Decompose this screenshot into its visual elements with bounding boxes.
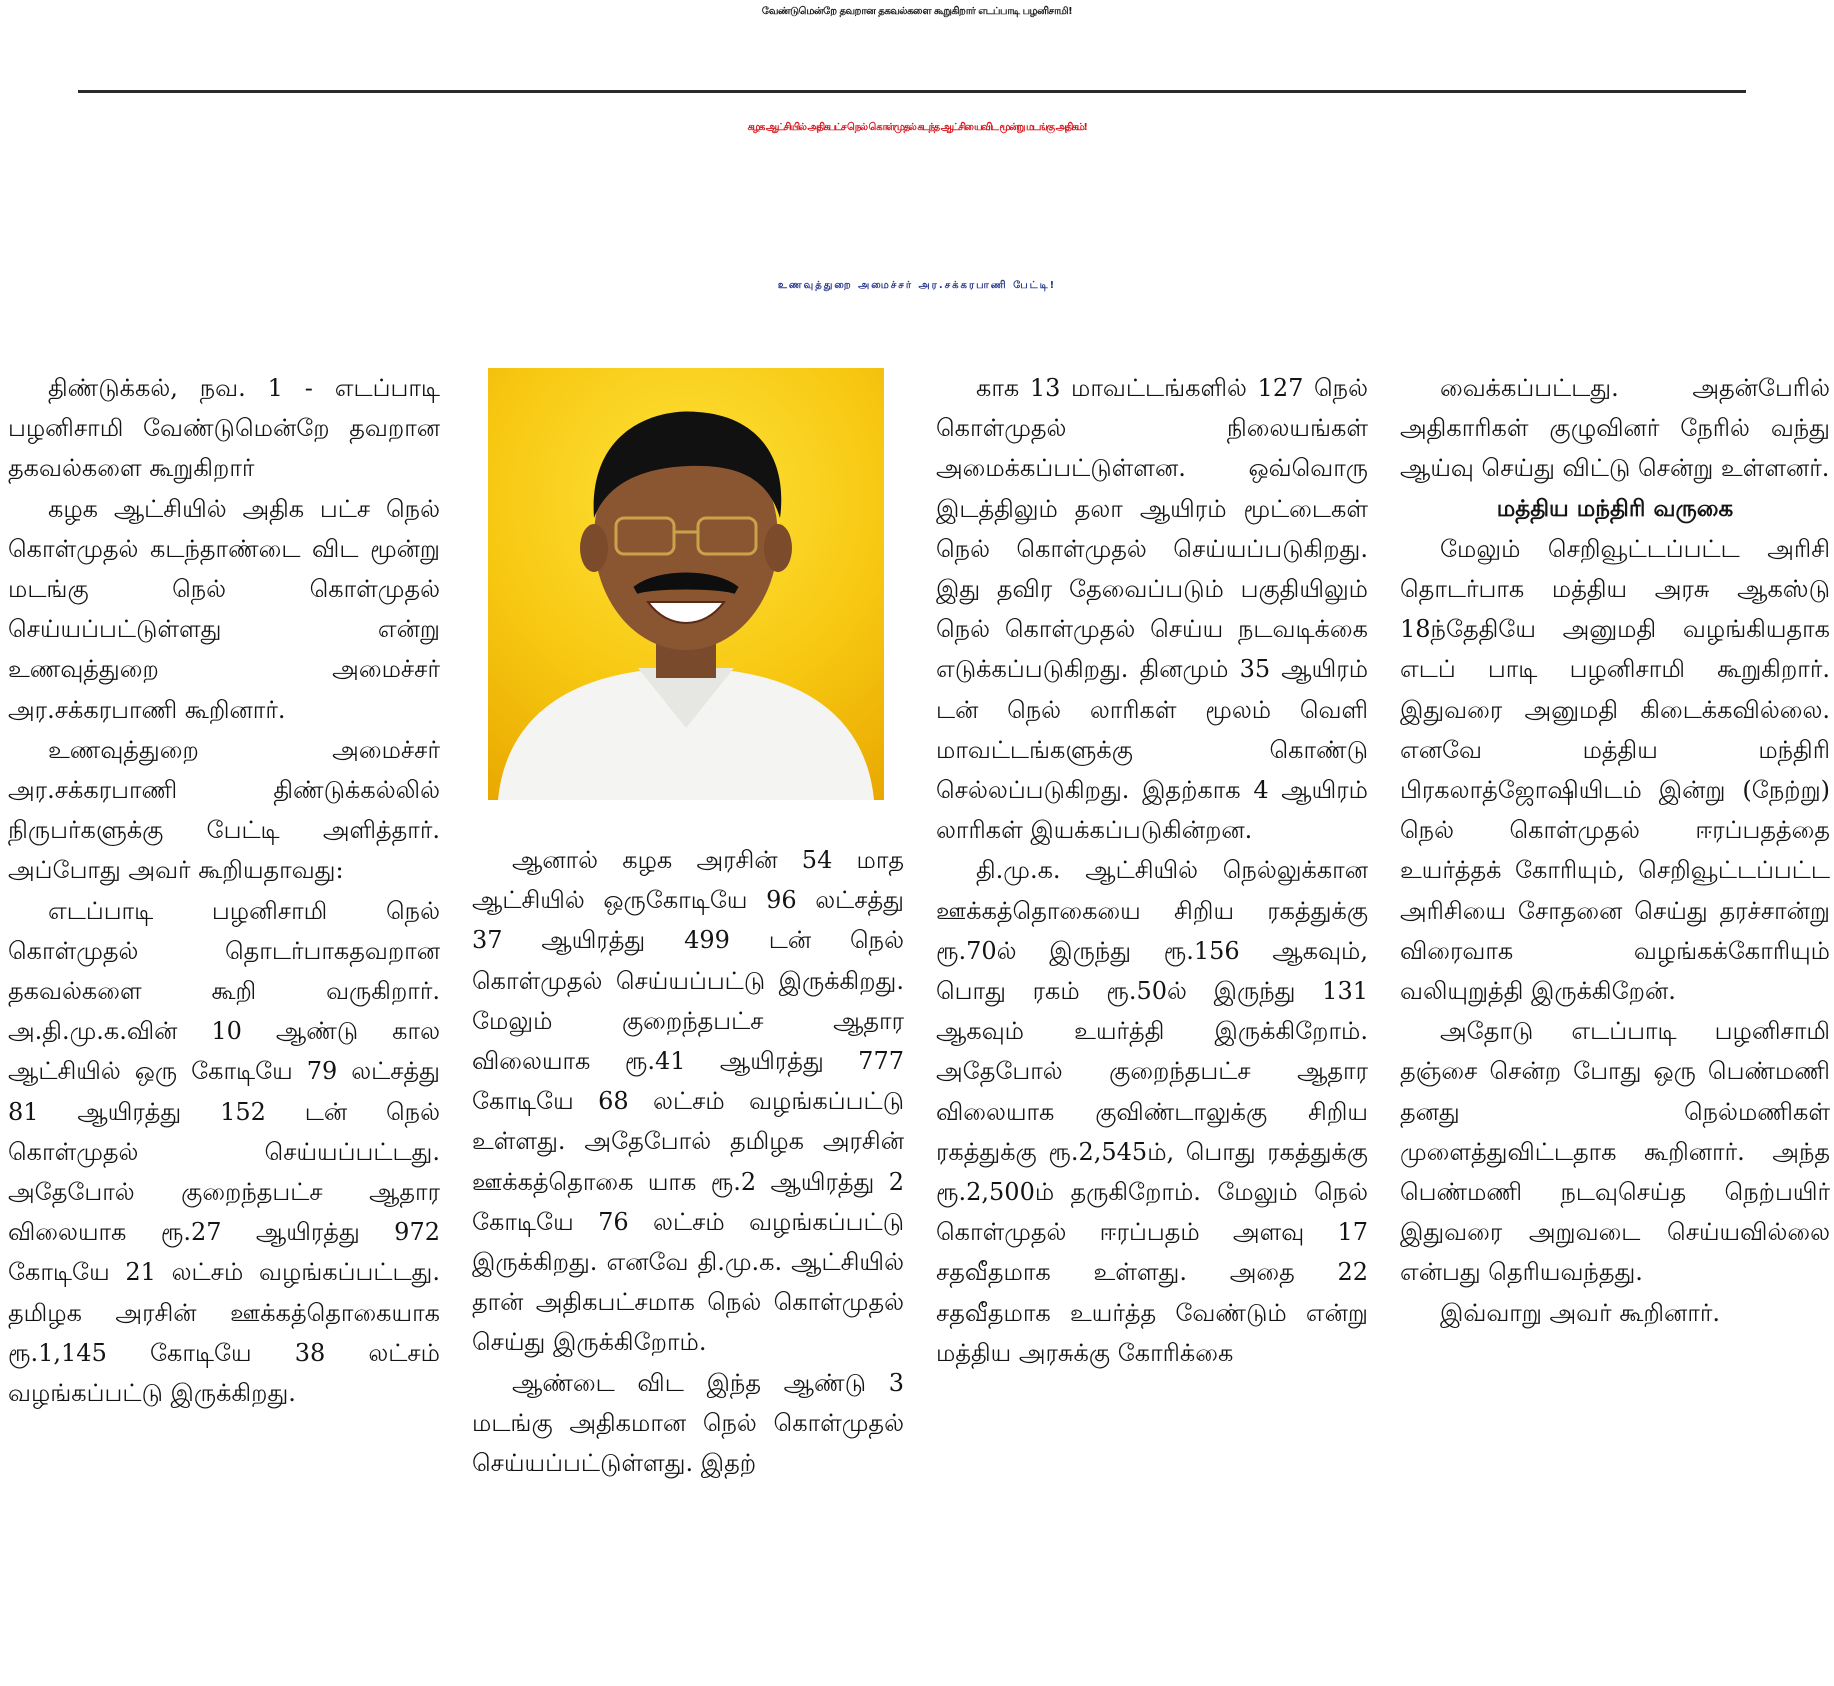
portrait-illustration <box>488 368 884 800</box>
paragraph: அதோடு எடப்பாடி பழனிசாமி தஞ்சை சென்ற போது ஒரு பெண்மணி தனது நெல்மணிகள் முளைத்துவிட்டதாக கூறினார். அந்த பெண்மணி நடவுசெய்த நெற்பயிர் இதுவரை அறுவடை செய்யவில்லை என்பது தெரியவந்தது. <box>1400 1017 1830 1287</box>
main-headline: கழக ஆட்சியில் அதிகபட்ச நெல் கொள்முதல் கடந்த ஆட்சியைவிட மூன்று மடங்கு அதிகம்! <box>747 122 1087 133</box>
article-column-2 <box>472 840 904 1680</box>
paragraph: காக 13 மாவட்டங்களில் 127 நெல் கொள்முதல் நிலையங்கள் அமைக்கப்பட்டுள்ளன. ஒவ்வொரு இடத்திலும் தலா ஆயிரம் மூட்டைகள் நெல் கொள்முதல் செய்யப்படுகிறது. இது தவிர தேவைப்படும் பகுதியிலும் நெல் கொள்முதல் செய்ய நடவடிக்கை எடுக்கப்படுகிறது. தினமும் 35 ஆயிரம் டன் நெல் லாரிகள் மூலம் வெளி மாவட்டங்களுக்கு கொண்டு செல்லப்படுகிறது. இதற்காக 4 ஆயிரம் லாரிகள் இயக்கப்படுகின்றன. <box>936 374 1368 845</box>
paragraph: திண்டுக்கல், நவ. 1 - எடப்பாடி பழனிசாமி வேண்டுமென்றே தவறான தகவல்களை கூறுகிறார் <box>8 374 440 483</box>
article-column-4 <box>1400 368 1830 1680</box>
paragraph: உணவுத்துறை அமைச்சர் அர.சக்கரபாணி திண்டுக்கல்லில் நிருபர்களுக்கு பேட்டி அளித்தார். அப்போது அவர் கூறியதாவது: <box>8 735 440 885</box>
paragraph: தி.மு.க. ஆட்சியில் நெல்லுக்கான ஊக்கத்தொகையை சிறிய ரகத்துக்கு ரூ.70ல் இருந்து ரூ.156 ஆகவும், பொது ரகம் ரூ.50ல் இருந்து 131 ஆகவும் உயர்த்தி இருக்கிறோம். அதேபோல் குறைந்தபட்ச ஆதார விலையாக குவிண்டாலுக்கு சிறிய ரகத்துக்கு ரூ.2,545ம், பொது ரகத்துக்கு ரூ.2,500ம் தருகிறோம். மேலும் நெல் கொள்முதல் ஈரப்பதம் அளவு 17 சதவீதமாக உள்ளது. அதை 22 சதவீதமாக உயர்த்த வேண்டும் என்று மத்திய அரசுக்கு கோரிக்கை <box>936 856 1368 1367</box>
paragraph: கழக ஆட்சியில் அதிக பட்ச நெல் கொள்முதல் கடந்தாண்டை விட மூன்று மடங்கு நெல் கொள்முதல் செய்யப்பட்டுள்ளது என்று உணவுத்துறை அமைச்சர் அர.சக்கரபாணி கூறினார். <box>8 494 440 724</box>
headline-divider <box>78 90 1746 93</box>
minister-portrait-photo <box>488 368 884 800</box>
kicker-headline: வேண்டுமென்றே தவறான தகவல்களை கூறுகிறார் எடப்பாடி பழனிசாமி! <box>761 6 1073 17</box>
paragraph: ஆனால் கழக அரசின் 54 மாத ஆட்சியில் ஒருகோடியே 96 லட்சத்து 37 ஆயிரத்து 499 டன் நெல் கொள்முதல் செய்யப்பட்டு இருக்கிறது. மேலும் குறைந்தபட்ச ஆதார விலையாக ரூ.41 ஆயிரத்து 777 கோடியே 68 லட்சம் வழங்கப்பட்டு உள்ளது. அதேபோல் தமிழக அரசின் ஊக்கத்தொகை யாக ரூ.2 ஆயிரத்து 2 கோடியே 76 லட்சம் வழங்கப்பட்டு இருக்கிறது. எனவே தி.மு.க. ஆட்சியில் தான் அதிகபட்சமாக நெல் கொள்முதல் செய்து இருக்கிறோம். <box>472 846 904 1357</box>
paragraph: மேலும் செறிவூட்டப்பட்ட அரிசி தொடர்பாக மத்திய அரசு ஆகஸ்டு 18ந்தேதியே அனுமதி வழங்கியதாக எடப் பாடி பழனிசாமி கூறுகிறார். இதுவரை அனுமதி கிடைக்கவில்லை. எனவே மத்திய மந்திரி பிரகலாத்ஜோஷியிடம் இன்று (நேற்று) நெல் கொள்முதல் ஈரப்பதத்தை உயர்த்தக் கோரியும், செறிவூட்டப்பட்ட அரிசியை சோதனை செய்து தரச்சான்று விரைவாக வழங்கக்கோரியும் வலியுறுத்தி இருக்கிறேன். <box>1400 534 1830 1006</box>
article-column-3 <box>936 368 1368 1680</box>
section-subheading: மத்திய மந்திரி வருகை <box>1496 495 1734 522</box>
paragraph: ஆண்டை விட இந்த ஆண்டு 3 மடங்கு அதிகமான நெல் கொள்முதல் செய்யப்பட்டுள்ளது. இதற் <box>472 1368 904 1478</box>
article-column-1 <box>8 368 440 1680</box>
sub-headline: உணவுத்துறை அமைச்சர் அர.சக்கரபாணி பேட்டி! <box>777 280 1057 291</box>
paragraph: இவ்வாறு அவர் கூறினார். <box>1440 1298 1721 1327</box>
paragraph: வைக்கப்பட்டது. அதன்பேரில் அதிகாரிகள் குழுவினர் நேரில் வந்து ஆய்வு செய்து விட்டு சென்று உள்ளனர். <box>1400 374 1830 483</box>
paragraph: எடப்பாடி பழனிசாமி நெல் கொள்முதல் தொடர்பாகதவறான தகவல்களை கூறி வருகிறார். அ.தி.மு.க.வின் 10 ஆண்டு கால ஆட்சியில் ஒரு கோடியே 79 லட்சத்து 81 ஆயிரத்து 152 டன் நெல் கொள்முதல் செய்யப்பட்டது. அதேபோல் குறைந்தபட்ச ஆதார விலையாக ரூ.27 ஆயிரத்து 972 கோடியே 21 லட்சம் வழங்கப்பட்டது. தமிழக அரசின் ஊக்கத்தொகையாக ரூ.1,145 கோடியே 38 லட்சம் வழங்கப்பட்டு இருக்கிறது. <box>8 896 440 1408</box>
